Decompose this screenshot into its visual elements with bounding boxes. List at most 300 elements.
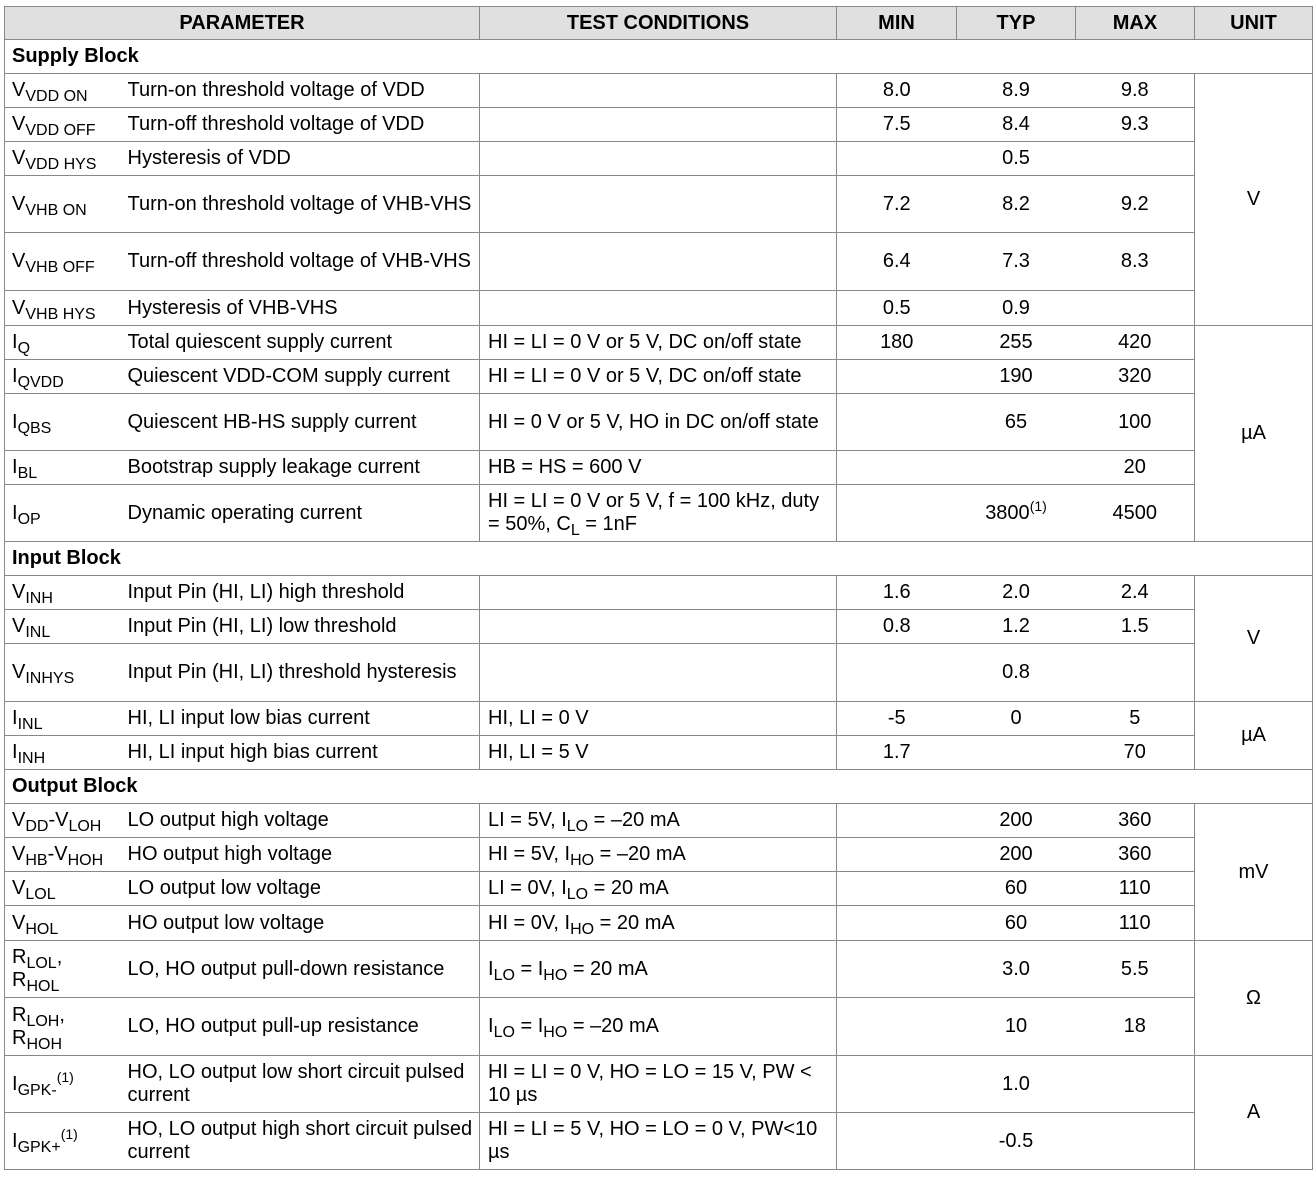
header-parameter: PARAMETER [5,7,480,40]
table-row [5,610,1313,644]
header-test-conditions: TEST CONDITIONS [480,7,837,40]
typ-number: 0.8 [1002,661,1030,683]
min-value: -5 [837,702,957,736]
max-value: 5 [1076,702,1195,736]
symbol-letter: I [12,1072,18,1095]
symbol-subscript: GPK+ [17,1138,61,1156]
condition-text: HI = LI = 0 V or 5 V, f = 100 kHz, duty = 50%, C [488,490,820,535]
min-value: 0.8 [837,610,957,644]
test-conditions [480,610,837,644]
table-row [5,485,1313,542]
parameter-symbol [5,576,124,610]
symbol-letter: V [12,79,26,101]
table-row [5,1056,1313,1113]
parameter-description: Quiescent VDD-COM supply current [124,360,480,394]
parameter-description: LO output high voltage [124,804,480,838]
test-conditions [480,1056,837,1113]
min-value [837,360,957,394]
typ-value [957,610,1076,644]
condition-text: I [488,957,494,980]
test-conditions [480,872,837,906]
table-row [5,1113,1313,1170]
min-value [837,394,957,451]
symbol-subscript: HB [25,852,48,869]
typ-value [957,838,1076,872]
symbol-line-2: R [12,969,27,991]
parameter-description: Bootstrap supply leakage current [124,451,480,485]
symbol-letter: I [12,410,18,433]
typ-value [957,108,1076,142]
symbol-letter: V [12,192,26,215]
parameter-symbol [5,74,124,108]
parameter-symbol [5,702,124,736]
max-value [1076,291,1195,326]
typ-number: 3.0 [1002,957,1030,980]
test-conditions [480,702,837,736]
typ-number: 3800 [985,501,1030,524]
symbol-part-2: , [56,946,63,968]
parameter-symbol [5,1113,124,1170]
parameter-symbol [5,872,124,906]
condition-text-tail: = –20 mA [588,809,680,831]
footnote-mark: (1) [56,1068,74,1085]
symbol-part-2: -V [47,843,68,865]
parameter-symbol [5,394,124,451]
symbol-letter: R [12,946,27,968]
typ-number: 0.9 [1002,296,1030,319]
min-value [837,998,957,1056]
symbol-subscript: LOL [25,886,56,903]
parameter-description: HO, LO output low short circuit pulsed current [124,1056,480,1113]
max-value: 9.8 [1076,74,1195,108]
typ-number: 1.0 [1002,1072,1030,1095]
typ-number: 60 [1004,877,1028,899]
max-value [1076,142,1195,176]
header-min: MIN [837,7,957,40]
section-row [5,40,1313,74]
typ-value [957,872,1076,906]
max-value: 110 [1076,906,1195,941]
symbol-subscript: Q [17,340,31,357]
symbol-subscript: INL [25,624,51,641]
symbol-letter: V [12,877,26,899]
typ-number: 2.0 [1002,581,1030,603]
section-row [5,770,1313,804]
max-value: 9.2 [1076,176,1195,233]
test-conditions [480,804,837,838]
min-value [837,142,957,176]
min-value: 6.4 [837,233,957,291]
header-max: MAX [1076,7,1195,40]
symbol-subscript: OP [17,510,41,528]
table-row [5,906,1313,941]
condition-text: I [488,1015,494,1037]
parameter-symbol [5,233,124,291]
parameter-symbol [5,485,124,542]
parameter-description: Turn-off threshold voltage of VHB-VHS [124,233,480,291]
max-value [1076,1056,1195,1113]
parameter-symbol [5,906,124,941]
test-conditions [480,906,837,941]
max-value: 320 [1076,360,1195,394]
test-conditions [480,233,837,291]
typ-number: 200 [999,809,1033,831]
table-row [5,142,1313,176]
symbol-letter: I [12,707,18,729]
parameter-description: HI, LI input high bias current [124,736,480,770]
condition-subscript: LO [566,818,589,835]
symbol-subscript: VHB OFF [25,259,95,276]
symbol-letter: I [12,365,18,387]
parameter-description: Hysteresis of VDD [124,142,480,176]
min-value [837,644,957,702]
symbol-line-2: R [12,1026,27,1049]
max-value [1076,1113,1195,1170]
unit-cell: µA [1195,702,1313,770]
typ-value [957,142,1076,176]
min-value [837,1113,957,1170]
typ-value [957,906,1076,941]
typ-number: 1.2 [1002,615,1030,637]
test-conditions [480,142,837,176]
condition-subscript: LO [493,1024,515,1041]
max-value: 5.5 [1076,941,1195,998]
test-conditions [480,74,837,108]
symbol-subscript: VHB HYS [25,305,96,323]
typ-footnote-mark: (1) [1029,497,1047,514]
table-row [5,451,1313,485]
symbol-letter: V [12,809,26,831]
condition-text: LI = 5V, I [488,809,567,831]
condition-subscript: LO [566,886,589,903]
table-body [5,40,1313,1170]
table-row [5,176,1313,233]
header-row [5,7,1313,40]
test-conditions [480,360,837,394]
typ-number: 255 [999,331,1033,353]
typ-number: 60 [1004,911,1028,934]
parameter-description: Input Pin (HI, LI) threshold hysteresis [124,644,480,702]
test-conditions [480,838,837,872]
condition-text: HI = 0 V or 5 V, HO in DC on/off state [488,410,819,433]
max-value: 100 [1076,394,1195,451]
parameter-symbol [5,291,124,326]
typ-value [957,394,1076,451]
parameter-description: LO, HO output pull-down resistance [124,941,480,998]
typ-value [957,326,1076,360]
condition-text: HI = LI = 5 V, HO = LO = 0 V, PW<10 µs [488,1118,818,1163]
test-conditions [480,1113,837,1170]
typ-number: 190 [999,365,1033,387]
condition-text: HI, LI = 0 V [488,707,589,729]
typ-number: 200 [999,843,1033,865]
min-value: 8.0 [837,74,957,108]
section-title: Input Block [5,542,1313,576]
typ-number: 8.9 [1002,79,1030,101]
symbol-letter: V [12,661,26,683]
max-value: 110 [1076,872,1195,906]
symbol-letter: V [12,147,26,169]
table-row [5,804,1313,838]
max-value: 8.3 [1076,233,1195,291]
typ-number: 8.2 [1002,192,1030,215]
parameter-symbol [5,644,124,702]
header-typ: TYP [957,7,1076,40]
parameter-symbol [5,610,124,644]
typ-number: 0 [1010,707,1022,729]
table-row [5,941,1313,998]
min-value: 180 [837,326,957,360]
parameter-description: Input Pin (HI, LI) high threshold [124,576,480,610]
section-row [5,542,1313,576]
test-conditions [480,108,837,142]
max-value: 360 [1076,804,1195,838]
min-value [837,485,957,542]
symbol-letter: V [12,615,26,637]
typ-number: 65 [1004,410,1028,433]
test-conditions [480,998,837,1056]
symbol-subscript: VDD OFF [25,122,96,139]
test-conditions [480,451,837,485]
typ-number: 8.4 [1002,113,1030,135]
min-value: 1.7 [837,736,957,770]
typ-value [957,291,1076,326]
condition-text: HI = LI = 0 V, HO = LO = 15 V, PW < 10 µs [488,1061,812,1106]
condition-text-tail: = 20 mA [567,957,648,980]
parameter-description: Turn-on threshold voltage of VDD [124,74,480,108]
symbol-letter: V [12,296,26,319]
parameter-description: Hysteresis of VHB-VHS [124,291,480,326]
typ-value [957,941,1076,998]
typ-value [957,176,1076,233]
condition-subscript: LO [493,966,515,984]
min-value: 7.5 [837,108,957,142]
parameter-description: HI, LI input low bias current [124,702,480,736]
symbol-letter: I [12,741,18,763]
parameter-symbol [5,838,124,872]
typ-number: -0.5 [998,1129,1034,1152]
symbol-subscript: LOH [26,1012,60,1030]
typ-value [957,804,1076,838]
symbol-subscript-2: LOH [68,818,102,835]
table-row [5,394,1313,451]
condition-subscript: L [570,522,580,539]
table-row [5,326,1313,360]
min-value: 0.5 [837,291,957,326]
parameter-description: Quiescent HB-HS supply current [124,394,480,451]
condition-subscript: HO [570,852,595,869]
max-value [1076,644,1195,702]
symbol-subscript: VDD ON [25,88,88,105]
min-value [837,1056,957,1113]
parameter-description: HO output low voltage [124,906,480,941]
max-value: 420 [1076,326,1195,360]
symbol-letter: I [12,501,18,524]
max-value: 360 [1076,838,1195,872]
symbol-letter: V [12,581,26,603]
min-value [837,906,957,941]
table-row [5,108,1313,142]
symbol-subscript: LOL [26,955,57,972]
unit-cell: mV [1195,804,1313,941]
typ-value [957,644,1076,702]
test-conditions [480,644,837,702]
condition-text-mid: = I [514,957,544,980]
parameter-description: Dynamic operating current [124,485,480,542]
symbol-subscript: INH [17,750,46,767]
typ-value [957,576,1076,610]
parameter-description: LO, HO output pull-up resistance [124,998,480,1056]
max-value: 2.4 [1076,576,1195,610]
typ-value [957,736,1076,770]
test-conditions [480,394,837,451]
test-conditions [480,736,837,770]
symbol-subscript: INH [25,590,53,607]
symbol-letter: V [12,911,26,934]
typ-value [957,1056,1076,1113]
table-row [5,736,1313,770]
test-conditions [480,176,837,233]
parameter-description: LO output low voltage [124,872,480,906]
table-row [5,576,1313,610]
max-value: 70 [1076,736,1195,770]
table-row [5,872,1313,906]
condition-text-tail: = 20 mA [588,877,669,899]
parameter-description: Turn-on threshold voltage of VHB-VHS [124,176,480,233]
symbol-subscript: QVDD [17,374,64,391]
table-row [5,233,1313,291]
min-value [837,838,957,872]
condition-subscript-2: HO [543,1024,568,1041]
min-value: 1.6 [837,576,957,610]
symbol-part-2: , [59,1003,65,1026]
unit-cell: V [1195,576,1313,702]
unit-cell: A [1195,1056,1313,1170]
test-conditions [480,576,837,610]
parameter-symbol [5,736,124,770]
condition-text: HI = 5V, I [488,843,571,865]
test-conditions [480,291,837,326]
typ-value [957,485,1076,542]
test-conditions [480,941,837,998]
max-value: 20 [1076,451,1195,485]
condition-text-tail: = –20 mA [594,843,686,865]
parameter-description: HO output high voltage [124,838,480,872]
symbol-line-2-subscript: HOH [26,1035,63,1053]
symbol-subscript: GPK- [17,1081,57,1099]
typ-value [957,233,1076,291]
table-row [5,74,1313,108]
symbol-letter: I [12,331,18,353]
condition-text: HI, LI = 5 V [488,741,589,763]
symbol-subscript: HOL [25,920,59,938]
min-value [837,451,957,485]
symbol-letter: V [12,250,26,272]
parameter-symbol [5,108,124,142]
symbol-subscript: QBS [17,419,52,437]
table-row [5,838,1313,872]
min-value [837,804,957,838]
parameter-symbol [5,998,124,1056]
parameter-description: Total quiescent supply current [124,326,480,360]
table-row [5,291,1313,326]
condition-subscript-2: HO [543,966,568,984]
typ-number: 10 [1004,1015,1028,1037]
max-value: 4500 [1076,485,1195,542]
parameter-description: Turn-off threshold voltage of VDD [124,108,480,142]
section-title: Supply Block [5,40,1313,74]
symbol-line-2-subscript: HOL [26,978,60,995]
max-value: 1.5 [1076,610,1195,644]
symbol-subscript: INHYS [25,670,75,687]
min-value [837,872,957,906]
typ-value [957,360,1076,394]
parameter-description: Input Pin (HI, LI) low threshold [124,610,480,644]
electrical-characteristics-table [4,6,1313,1170]
parameter-symbol [5,142,124,176]
min-value [837,941,957,998]
table-row [5,644,1313,702]
parameter-symbol [5,360,124,394]
parameter-symbol [5,941,124,998]
min-value: 7.2 [837,176,957,233]
symbol-subscript: VHB ON [25,201,87,219]
symbol-subscript-2: HOH [67,852,104,869]
parameter-symbol [5,451,124,485]
typ-value [957,74,1076,108]
max-value: 18 [1076,998,1195,1056]
typ-value [957,1113,1076,1170]
symbol-letter: I [12,1129,18,1152]
typ-value [957,998,1076,1056]
symbol-part-2: -V [48,809,69,831]
parameter-symbol [5,176,124,233]
condition-text-mid: = I [514,1015,544,1037]
symbol-letter: I [12,456,18,478]
parameter-description: HO, LO output high short circuit pulsed current [124,1113,480,1170]
section-title: Output Block [5,770,1313,804]
condition-text: HB = HS = 600 V [488,456,642,478]
condition-text: HI = 0V, I [488,911,571,934]
typ-value [957,451,1076,485]
symbol-subscript: VDD HYS [25,156,97,173]
condition-text-tail: = –20 mA [567,1015,659,1037]
condition-text: HI = LI = 0 V or 5 V, DC on/off state [488,365,802,387]
condition-text-tail: = 20 mA [594,911,675,934]
condition-text-tail: = 1nF [579,513,637,535]
typ-number: 7.3 [1002,250,1030,272]
footnote-mark: (1) [60,1125,78,1142]
parameter-symbol [5,326,124,360]
test-conditions [480,485,837,542]
max-value: 9.3 [1076,108,1195,142]
table-row [5,702,1313,736]
unit-cell: µA [1195,326,1313,542]
symbol-subscript: INL [17,716,43,733]
unit-cell: V [1195,74,1313,326]
symbol-subscript: DD [25,818,49,835]
table-row [5,360,1313,394]
condition-text: HI = LI = 0 V or 5 V, DC on/off state [488,331,802,353]
symbol-subscript: BL [17,465,38,482]
test-conditions [480,326,837,360]
symbol-letter: R [12,1003,27,1026]
typ-number: 0.5 [1002,147,1030,169]
condition-text: LI = 0V, I [488,877,567,899]
unit-cell: Ω [1195,941,1313,1056]
parameter-symbol [5,1056,124,1113]
symbol-letter: V [12,113,26,135]
